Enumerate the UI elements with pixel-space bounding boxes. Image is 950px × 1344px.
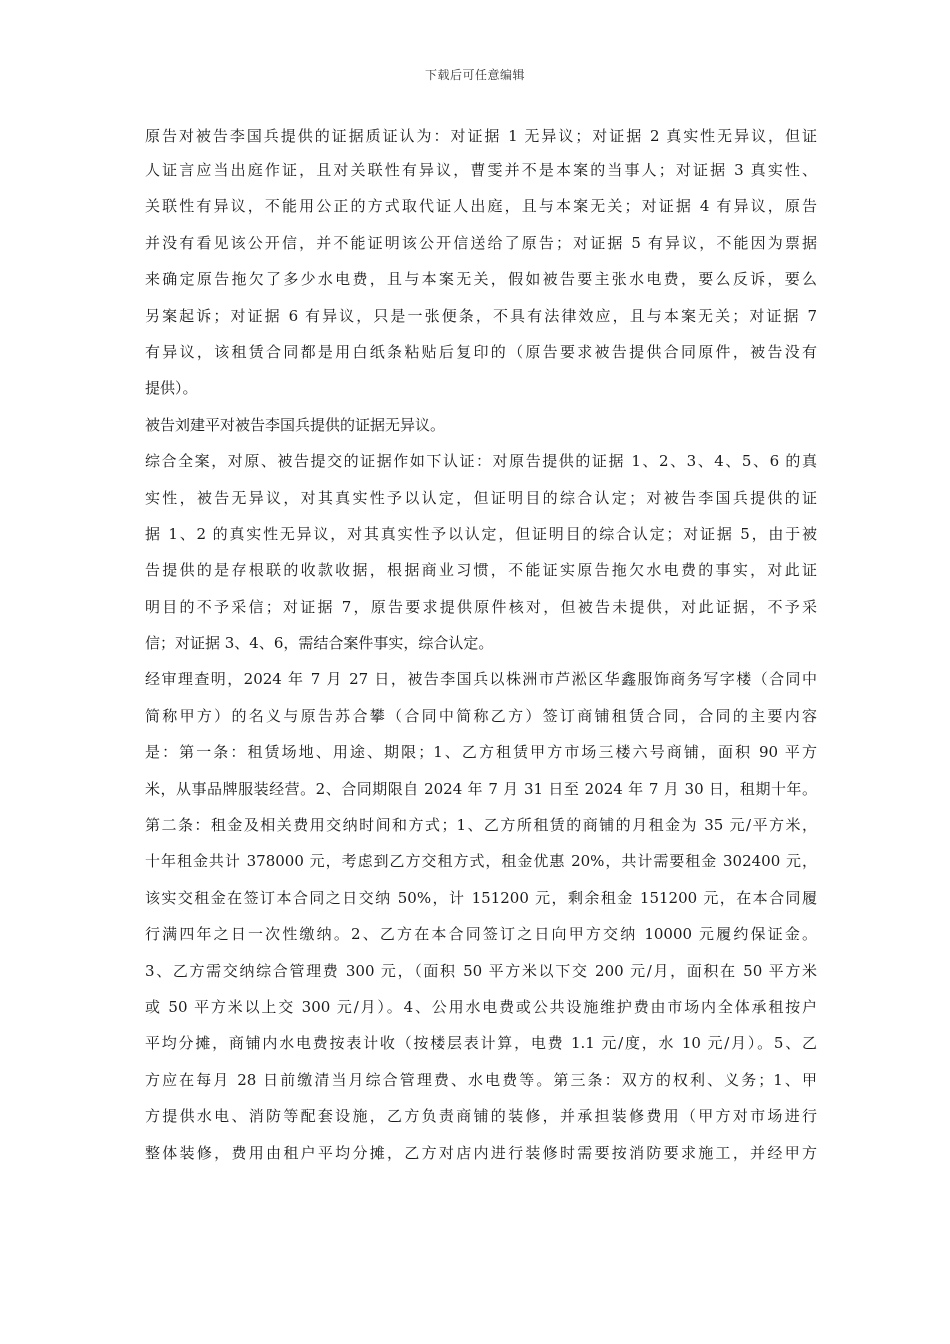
text-line: 明目的不予采信；对证据 7，原告要求提供原件核对，但被告未提供，对此证据，不予采 bbox=[145, 597, 817, 616]
text-line: 是：第一条：租赁场地、用途、期限；1、乙方租赁甲方市场三楼六号商铺，面积 90 平方 bbox=[145, 743, 817, 762]
text-line: 关联性有异议，不能用公正的方式取代证人出庭，且与本案无关；对证据 4 有异议，原告 bbox=[145, 197, 817, 216]
text-line: 有异议，该租赁合同都是用白纸条粘贴后复印的（原告要求被告提供合同原件，被告没有 bbox=[145, 342, 817, 361]
text-line: 简称甲方）的名义与原告苏合攀（合同中简称乙方）签订商铺租赁合同，合同的主要内容 bbox=[145, 706, 817, 725]
text-line: 该实交租金在签订本合同之日交纳 50%，计 151200 元，剩余租金 151200 元，在本合同履 bbox=[145, 888, 817, 907]
text-line: 告提供的是存根联的收款收据，根据商业习惯，不能证实原告拖欠水电费的事实，对此证 bbox=[145, 561, 817, 580]
page-header: 下载后可任意编辑 bbox=[424, 68, 525, 82]
text-line: 经审理查明，2024 年 7 月 27 日，被告李国兵以株洲市芦淞区华鑫服饰商务写字楼（合同中 bbox=[145, 670, 817, 689]
text-line: 第二条：租金及相关费用交纳时间和方式；1、乙方所租赁的商铺的月租金为 35 元/平方米， bbox=[145, 816, 817, 835]
text-line: 来确定原告拖欠了多少水电费，且与本案无关，假如被告要主张水电费，要么反诉，要么 bbox=[145, 270, 817, 289]
text-line: 米，从事品牌服装经营。2、合同期限自 2024 年 7 月 31 日至 2024 年 7 月 30 日，租期十年。 bbox=[145, 779, 817, 798]
text-line: 行满四年之日一次性缴纳。2、乙方在本合同签订之日向甲方交纳 10000 元履约保证金。 bbox=[145, 925, 817, 944]
text-line: 或 50 平方米以上交 300 元/月）。4、公用水电费或公共设施维护费由市场内全体承租按户 bbox=[145, 997, 817, 1016]
text-line: 方提供水电、消防等配套设施，乙方负责商铺的装修，并承担装修费用（甲方对市场进行 bbox=[145, 1107, 817, 1126]
text-line: 据 1、2 的真实性无异议，对其真实性予以认定，但证明目的综合认定；对证据 5，由于被 bbox=[145, 524, 817, 543]
text-line: 整体装修，费用由租户平均分摊，乙方对店内进行装修时需要按消防要求施工，并经甲方 bbox=[145, 1143, 817, 1162]
text-line: 原告对被告李国兵提供的证据质证认为：对证据 1 无异议；对证据 2 真实性无异议，但证 bbox=[145, 127, 817, 145]
text-line: 平均分摊，商铺内水电费按表计收（按楼层表计算，电费 1.1 元/度，水 10 元/月）。5、乙 bbox=[145, 1034, 817, 1053]
text-line: 信；对证据 3、4、6，需结合案件事实，综合认定。 bbox=[145, 634, 494, 653]
text-line: 人证言应当出庭作证，且对关联性有异议，曹雯并不是本案的当事人；对证据 3 真实性、 bbox=[145, 161, 817, 179]
text-line: 提供）。 bbox=[145, 379, 198, 398]
text-line: 3、乙方需交纳综合管理费 300 元，（面积 50 平方米以下交 200 元/月，面积在 50 平方米 bbox=[145, 961, 817, 980]
text-line: 方应在每月 28 日前缴清当月综合管理费、水电费等。第三条：双方的权利、义务；1、甲 bbox=[145, 1070, 817, 1089]
text-line: 被告刘建平对被告李国兵提供的证据无异议。 bbox=[145, 415, 446, 434]
text-line: 另案起诉；对证据 6 有异议，只是一张便条，不具有法律效应，且与本案无关；对证据 7 bbox=[145, 306, 817, 325]
text-line: 并没有看见该公开信，并不能证明该公开信送给了原告；对证据 5 有异议，不能因为票据 bbox=[145, 233, 817, 252]
document-body bbox=[145, 126, 817, 1171]
text-line: 实性，被告无异议，对其真实性予以认定，但证明目的综合认定；对被告李国兵提供的证 bbox=[145, 488, 817, 507]
text-line: 综合全案，对原、被告提交的证据作如下认证：对原告提供的证据 1、2、3、4、5、6 的真 bbox=[145, 452, 817, 471]
text-line: 十年租金共计 378000 元，考虑到乙方交租方式，租金优惠 20%，共计需要租金 302400 元， bbox=[145, 852, 817, 871]
